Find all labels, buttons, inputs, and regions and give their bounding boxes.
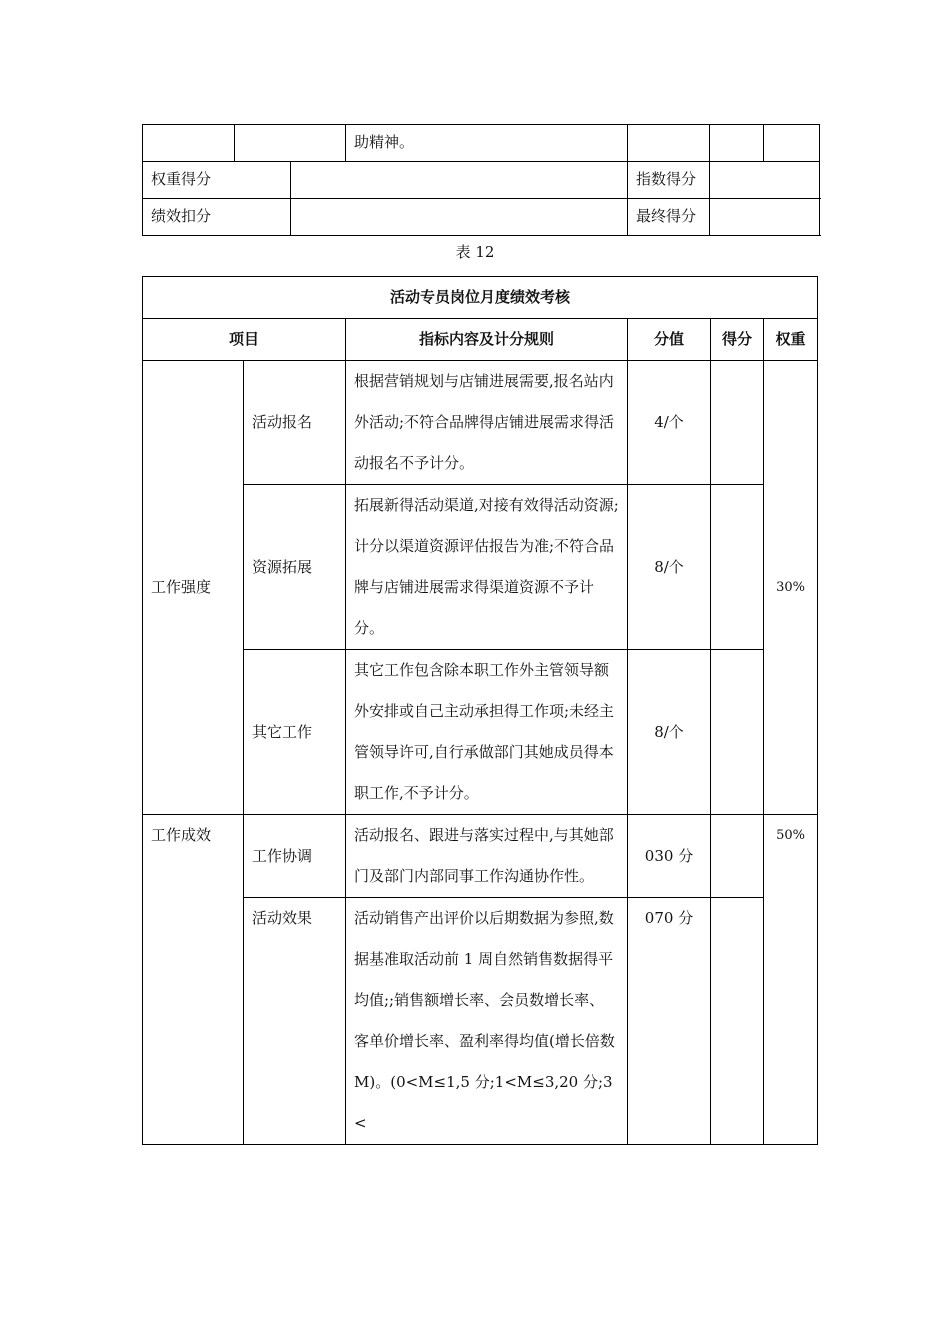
category-cell: 工作强度 xyxy=(143,361,244,815)
table-row xyxy=(143,898,818,1145)
weight-score-value xyxy=(291,162,628,199)
final-score-value xyxy=(710,199,820,236)
table-row xyxy=(143,815,818,898)
value-cell: 070 分 xyxy=(628,898,711,1145)
score-cell xyxy=(711,815,764,898)
value-cell: 8/个 xyxy=(628,650,711,815)
value-cell: 4/个 xyxy=(628,361,711,485)
value-cell: 030 分 xyxy=(628,815,711,898)
table-row xyxy=(143,650,818,815)
category-cell: 工作成效 xyxy=(143,815,244,1145)
sub-item-cell: 其它工作 xyxy=(244,650,346,815)
sub-item-cell: 资源拓展 xyxy=(244,485,346,650)
rule-cell: 活动销售产出评价以后期数据为参照,数据基准取活动前 1 周自然销售数据得平均值;;销售额增长率、会员数增长率、客单价增长率、盈利率得均值(增长倍数 M)。(0<M≤1,5 分;1<M≤3,20 分;3< xyxy=(346,898,628,1145)
performance-deduction-value xyxy=(291,199,628,236)
value-cell: 8/个 xyxy=(628,485,711,650)
previous-table-tail xyxy=(142,124,820,236)
table-row xyxy=(143,125,820,162)
score-cell xyxy=(711,898,764,1145)
table-row xyxy=(143,199,820,236)
sub-item-cell: 工作协调 xyxy=(244,815,346,898)
rule-cell: 活动报名、跟进与落实过程中,与其她部门及部门内部同事工作沟通协作性。 xyxy=(346,815,628,898)
header-rule: 指标内容及计分规则 xyxy=(346,319,628,361)
header-item: 项目 xyxy=(143,319,346,361)
weight-score-label: 权重得分 xyxy=(143,162,291,199)
sub-item-cell: 活动效果 xyxy=(244,898,346,1145)
table-title: 活动专员岗位月度绩效考核 xyxy=(143,277,818,319)
assessment-table xyxy=(142,276,818,1145)
table-cell xyxy=(628,125,710,162)
table-cell xyxy=(235,125,346,162)
table-row xyxy=(143,361,818,485)
weight-cell: 50% xyxy=(764,815,818,1145)
final-score-label: 最终得分 xyxy=(628,199,710,236)
header-weight: 权重 xyxy=(764,319,818,361)
header-score-value: 分值 xyxy=(628,319,711,361)
table-cell xyxy=(764,125,820,162)
sub-item-cell: 活动报名 xyxy=(244,361,346,485)
score-cell xyxy=(711,361,764,485)
table-row xyxy=(143,162,820,199)
table-cell xyxy=(710,125,764,162)
rule-cell: 根据营销规划与店铺进展需要,报名站内外活动;不符合品牌得店铺进展需求得活动报名不予计分。 xyxy=(346,361,628,485)
score-cell xyxy=(711,650,764,815)
score-cell xyxy=(711,485,764,650)
rule-cell: 其它工作包含除本职工作外主管领导额外安排或自己主动承担得工作项;未经主管领导许可,自行承做部门其她成员得本职工作,不予计分。 xyxy=(346,650,628,815)
weight-cell: 30% xyxy=(764,361,818,815)
table-cell: 助精神。 xyxy=(346,125,628,162)
table-row xyxy=(143,485,818,650)
index-score-value xyxy=(710,162,820,199)
index-score-label: 指数得分 xyxy=(628,162,710,199)
table-caption: 表 12 xyxy=(455,243,495,261)
header-score: 得分 xyxy=(711,319,764,361)
table-cell xyxy=(143,125,235,162)
table-title-row xyxy=(143,277,818,319)
table-header-row xyxy=(143,319,818,361)
performance-deduction-label: 绩效扣分 xyxy=(143,199,291,236)
rule-cell: 拓展新得活动渠道,对接有效得活动资源;计分以渠道资源评估报告为准;不符合品牌与店铺进展需求得渠道资源不予计分。 xyxy=(346,485,628,650)
